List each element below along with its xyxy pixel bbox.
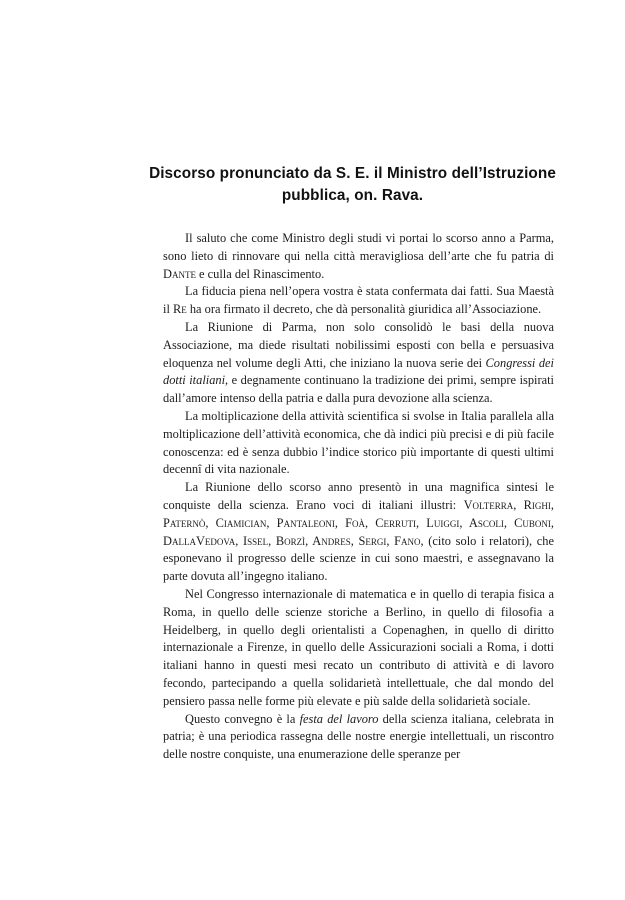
paragraph-7 bbox=[163, 711, 554, 764]
paragraph-text: , e degnamente continuano la tradizione dei primi, sempre ispirati dall’amore intenso della patria e dalla pura devozione alla scienza. bbox=[163, 373, 554, 406]
name-dante: Dante bbox=[163, 266, 196, 281]
title-re: Re bbox=[172, 302, 187, 317]
paragraph-text: Nel Congresso internazionale di matematica e in quello di terapia fisica a Roma, in quello delle scienze storiche a Berlino, in quello di filosofia a Heidelberg, in quello degli orientalisti a Copenaghen, in quello di diritto internazionale a Firenze, in quello delle Assicurazioni sociali a Roma, i dotti italiani hanno in questi mesi recato un contributo di attività e di lavoro fecondo, partecipando a quella solidarietà intellettuale, che dal mondo del pensiero passa nelle forme più elevate e più salde della solidarietà sociale. bbox=[163, 586, 554, 708]
paragraph-text: e culla del Rinascimento. bbox=[195, 266, 325, 281]
paragraph-2 bbox=[163, 283, 554, 319]
paragraph-1 bbox=[163, 230, 554, 283]
italic-congressi: Congressi dei dotti italiani bbox=[163, 355, 554, 388]
paragraph-text: La Riunione di Parma, non solo consolidò le basi della nuova Associazione, ma diede risultati nobilissimi esposti con bella e persuasiva eloquenza nel volume degli Atti, che iniziano la nuova serie dei bbox=[163, 319, 554, 370]
page-title bbox=[100, 163, 605, 207]
paragraph-text: Questo convegno è la bbox=[185, 711, 300, 726]
paragraph-text: ha ora firmato il decreto, che dà personalità giuridica all’Associazione. bbox=[186, 302, 542, 317]
paragraph-text: , (cito solo i relatori), che esponevano il progresso delle scienze in cui sono maestri, e assegnavano la parte dovuta all’ingegno italiano. bbox=[163, 533, 554, 584]
paragraph-3 bbox=[163, 319, 554, 408]
title-line-2: pubblica, on. Rava. bbox=[281, 187, 424, 204]
paragraph-text: La fiducia piena nell’opera vostra è stata confermata dai fatti. Sua Maestà il bbox=[163, 284, 554, 317]
paragraph-text: Il saluto che come Ministro degli studi vi portai lo scorso anno a Parma, sono lieto di rinnovare qui nella città meravigliosa dell’arte che fu patria di bbox=[163, 231, 554, 263]
paragraph-text: La Riunione dello scorso anno presentò in una magnifica sintesi le conquiste della scienza. Erano voci di italiani illustri: bbox=[163, 480, 554, 512]
title-line-1: Discorso pronunciato da S. E. il Ministro dell’Istruzione bbox=[149, 165, 556, 182]
paragraph-text: La moltiplicazione della attività scientifica si svolse in Italia parallela alla moltiplicazione dell’attività economica, che dà indici più precisi e di più facile conoscenza: ed è senza dubbio l’indice storico più importante di questi ultimi decennî di vita nazionale. bbox=[163, 408, 554, 477]
names-list: Volterra, Righi, Paternò, Ciamician, Pantaleoni, Foà, Cerruti, Luiggi, Ascoli, Cuboni, DallaVedova, Issel, Borzì, Andres, Sergi, Fano bbox=[163, 497, 555, 548]
paragraph-4 bbox=[163, 408, 554, 479]
speech-body bbox=[163, 230, 554, 764]
italic-festa: festa del lavoro bbox=[299, 711, 379, 726]
paragraph-5 bbox=[163, 479, 554, 586]
paragraph-6 bbox=[163, 586, 554, 711]
paragraph-text: della scienza italiana, celebrata in patria; è una periodica rassegna delle nostre energie intellettuali, un riscontro delle nostre conquiste, una enumerazione delle speranze per bbox=[163, 711, 555, 762]
